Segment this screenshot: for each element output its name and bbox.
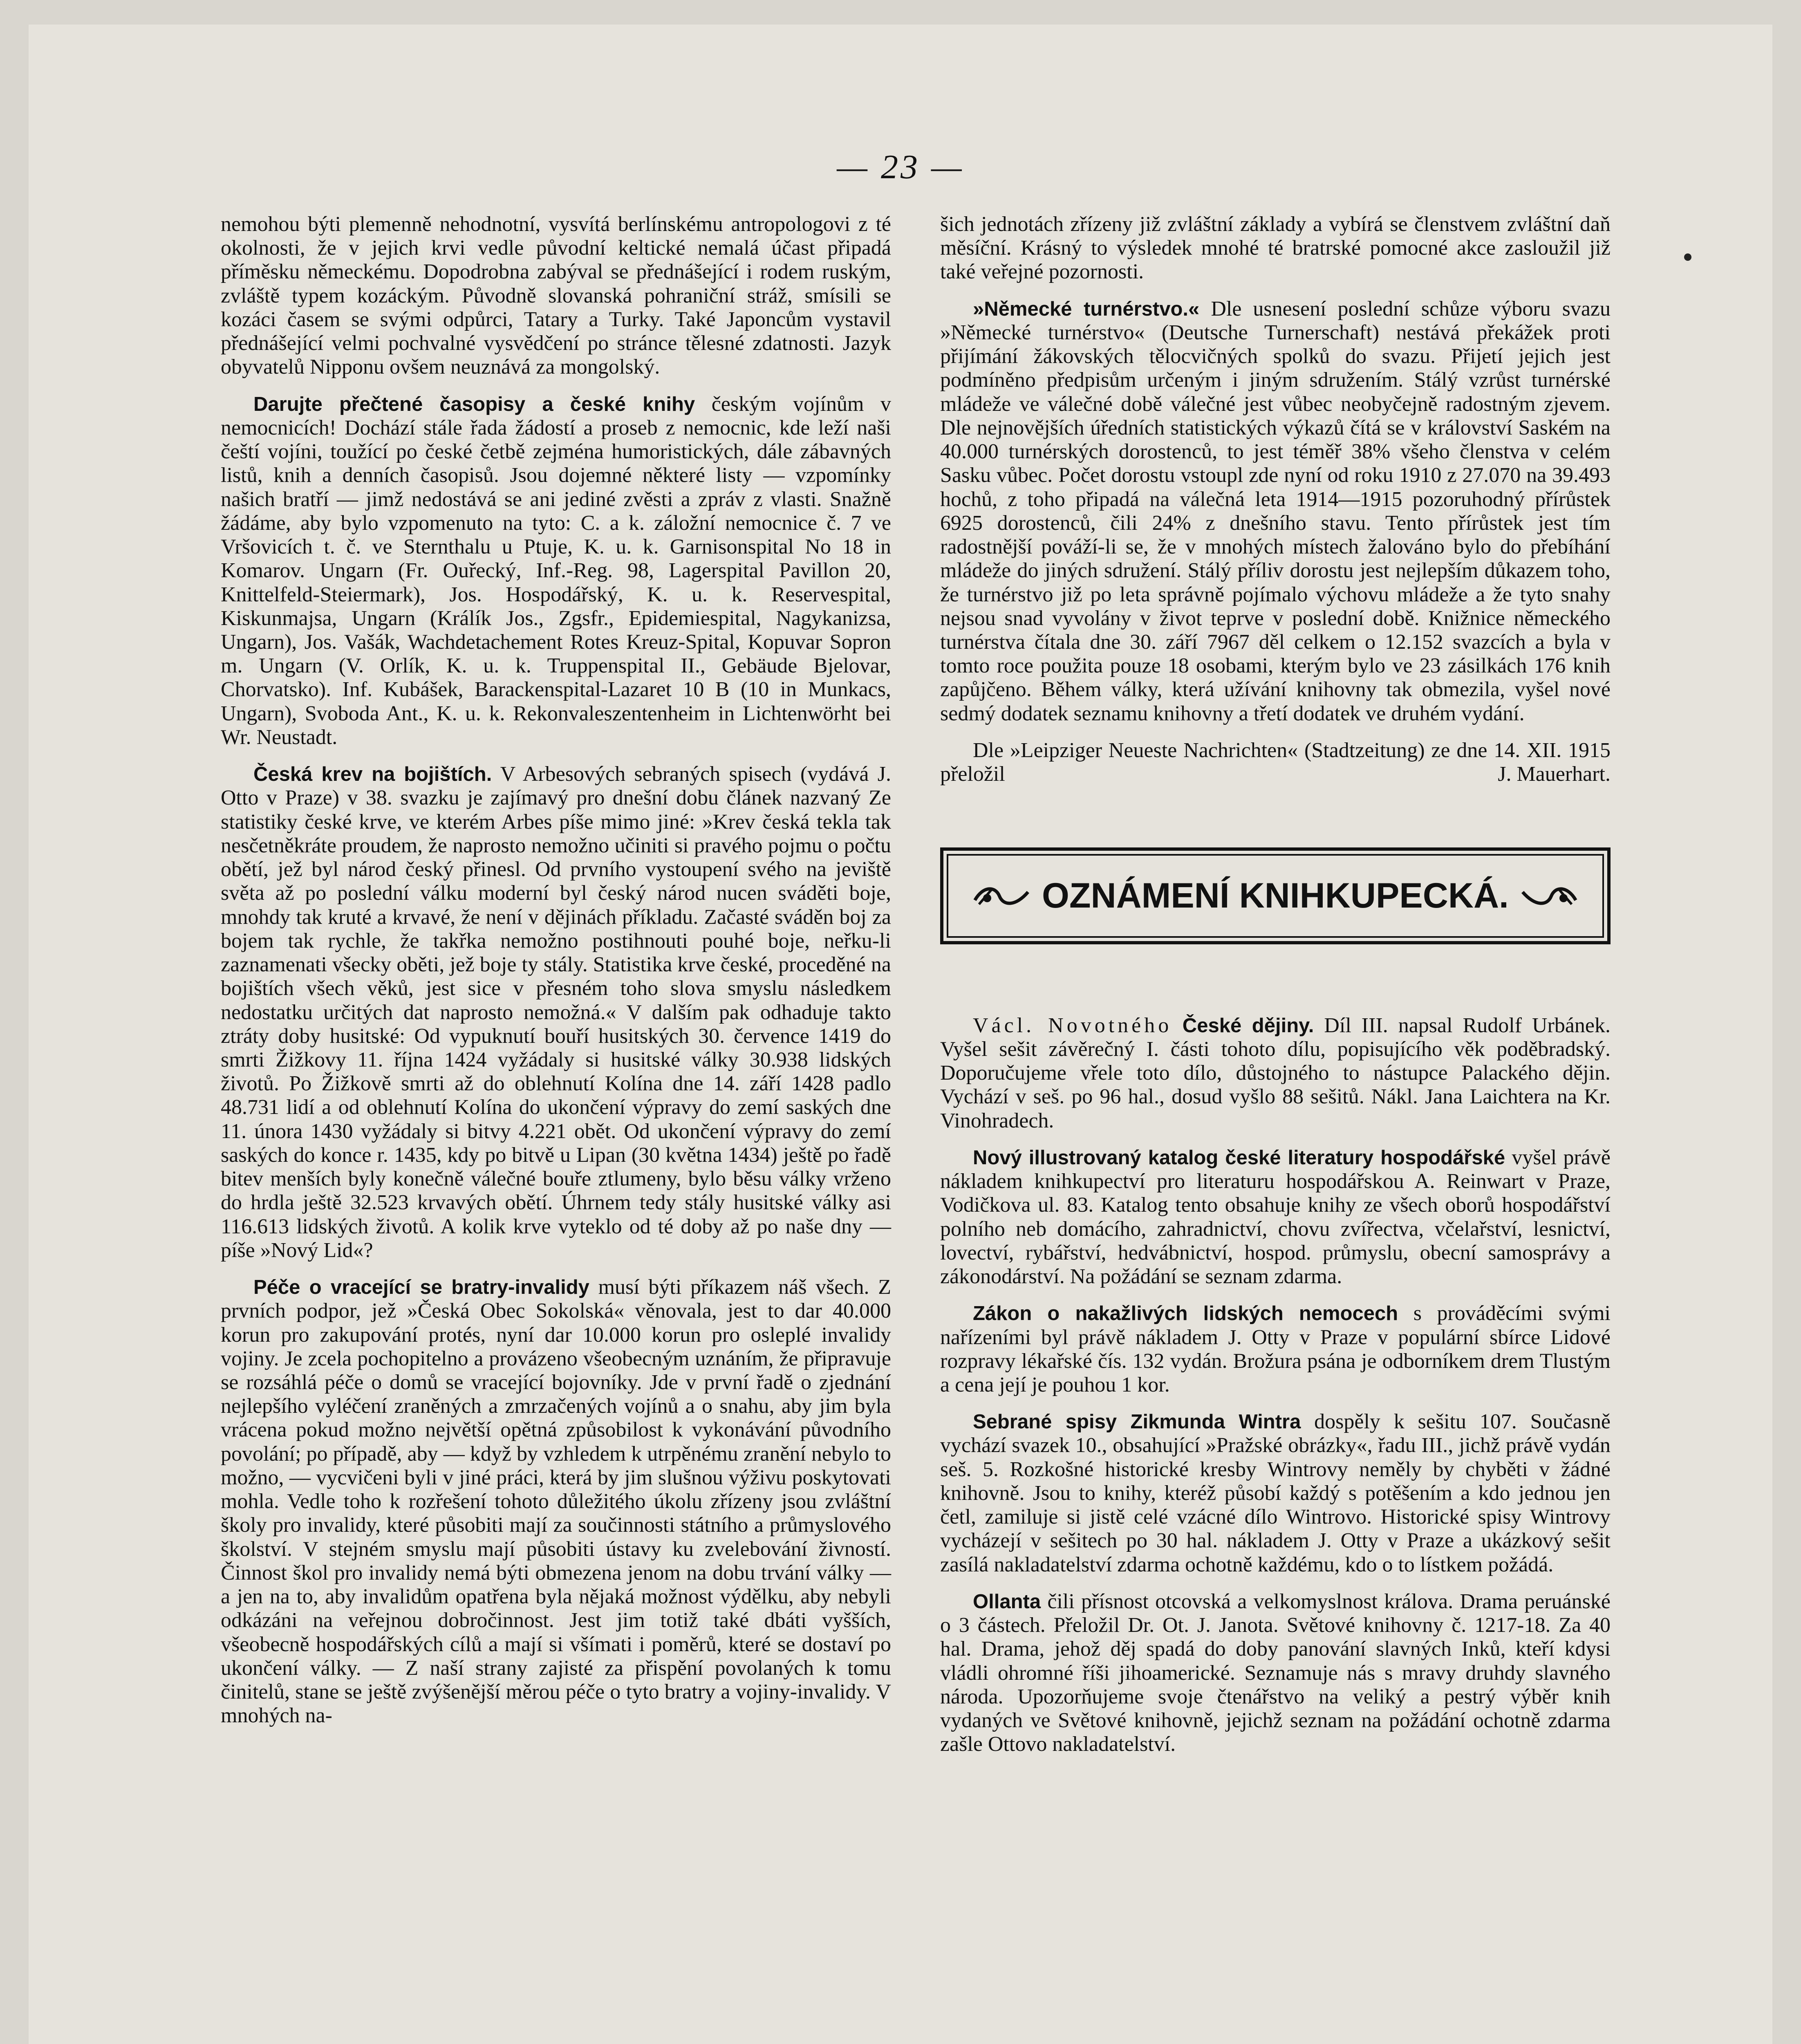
article-czech-blood <box>221 762 891 1262</box>
newspaper-sheet <box>29 25 1772 2044</box>
article-german-turners <box>940 297 1611 726</box>
article-body: českým vojínům v nemocnicích! Dochází stále řada žádostí a proseb z nemocnic, kde leží naši čeští vojíni, toužící po české četbě zejména humoristických, dále zábavných listů, knih a denních časopisů. Jsou dojemné některé listy — vzpomínky našich bratří — jimž nedostává se ani jediné zvěsti a zpráv z vlasti. Snažně žádáme, aby bylo vzpomenuto na tyto: C. a k. záložní nemocnice č. 7 ve Vršovicích t. č. ve Sternthalu u Ptuje, K. u. k. Garnisonspital No 18 in Komarov. Ungarn (Fr. Ouřecký, Inf.-Reg. 98, Lagerspital Pavillon 20, Knittelfeld-Steiermark), Jos. Hospodářský, K. u. k. Reservespital, Kiskunmajsa, Ungarn (Králík Jos., Zgsfr., Epidemiespital, Nagykanizsa, Ungarn), Jos. Vašák, Wachdetachement Rotes Kreuz-Spital, Kopuvar Sopron m. Ungarn (V. Orlík, K. u. k. Truppenspital II., Gebäude Bjelovar, Chorvatsko). Inf. Kubášek, Barackenspital-Lazaret 10 B (10 in Munkacs, Ungarn), Svoboda Ant., K. u. k. Rekonvaleszentenheim in Lichtenwörht bei Wr. Neustadt. <box>221 392 891 749</box>
notice-winter-works <box>940 1410 1611 1577</box>
notice-czech-history <box>940 1014 1611 1133</box>
source-line: Dle »Leipziger Neueste Nachrichten« (Stadtzeitung) ze dne 14. XII. 1915 přeložil <box>940 738 1611 786</box>
notice-heading: Zákon o nakažlivých lidských nemocech <box>973 1302 1398 1325</box>
notice-body: s prováděcími svými nařízeními byl právě nákladem J. Otty v Praze v populární sbírce Lidové rozpravy lékařské čís. 132 vydán. Brožura psána je odborníkem drem Tlustým a cena její je pouhou 1 kor. <box>940 1302 1611 1396</box>
notice-body: čili přísnost otcovská a velkomyslnost králova. Drama peruánské o 3 částech. Přeložil Dr. Ot. J. Janota. Světové knihovny č. 1217-18. Za 40 hal. Drama, jehož děj spadá do doby panování slavných Inků, kteří kdysi vládli ohromné říši jihoamerické. Seznamuje nás s mravy druhdy slavného národa. Upozorňujeme svoje čtenářstvo na veliký a pestrý výběr knih vydaných ve Světové knihovně, jejichž seznam na požádání ochotně zdarma zašle Ottovo nakladatelství. <box>940 1589 1611 1756</box>
translator-signature: J. Mauerhart. <box>1498 762 1611 786</box>
notice-heading: Sebrané spisy Zikmunda Wintra <box>973 1411 1301 1433</box>
notice-catalog <box>940 1146 1611 1289</box>
notice-heading: České dějiny. <box>1172 1014 1314 1037</box>
article-body: musí býti příkazem náš všech. Z prvních podpor, jež »Česká Obec Sokolská« věnovala, jest to dar 40.000 korun pro zakupování protés, nyní dar 10.000 korun pro osleplé invalidy vojiny. Je zcela pochopitelno a provázeno všeobecným uznáním, že připravuje se rozsáhlá péče o domů se vracející bojovníky. Jde v první řadě o zjednání nejlepšího vyléčení zraněných a zmrzačených vojínů a o snahu, aby jim byla vrácena pokud možno největší opětná způsobilost k vykonávání původního povolání; po případě, aby — když by vzhledem k utrpěnému zranění nebylo to možno, — vycvičeni byli v jiné práci, která by jim slušnou výživu poskytovati mohla. Vedle toho k rozřešení tohoto důležitého úkolu zřízeny jsou zvláštní školy pro invalidy, které působiti mají za součinnosti státního a průmyslového školství. V stejném smyslu mají působiti ústavy ku zvelebování živností. Činnost škol pro invalidy nemá býti obmezena jenom na dobu trvání války — a jen na to, aby invalidům opatřena byla nějaká možnost výdělku, aby nebyli odkázáni na veřejnou dobročinnost. Jest jim totiž také dbáti vyšších, všeobecně hospodářských cílů a mají si všímati i poměrů, které se dostaví po ukončení války. — Z naší strany zajisté za přispění povolaných k tomu činitelů, stane se ještě zvýšenější měrou péče o tyto bratry a vojiny-invalidy. V mnohých na- <box>221 1275 891 1728</box>
article-heading: Česká krev na bojištích. <box>253 763 492 786</box>
banner-title: OZNÁMENÍ KNIHKUPECKÁ. <box>1042 876 1509 916</box>
print-speck <box>1684 253 1691 261</box>
article-invalid-care-continued: šich jednotách zřízeny již zvláštní základy a vybírá se členstvem zvláštní daň měsíční. Krásný to výsledek mnohé té bratrské pomocné akce zasloužil již také veřejné pozornosti. <box>940 213 1611 284</box>
article-body: V Arbesových sebraných spisech (vydává J. Otto v Praze) v 38. svazku je zajímavý pro dnešní dobu článek nazvaný Ze statistiky české krve, ve kterém Arbes píše mimo jiné: »Krev česká tekla tak nesčetněkráte proudem, že naprosto nemožno učiniti si pravého pojmu o počtu obětí, jež byl národ český přinesl. Od prvního vystoupení svého na jeviště světa až po poslední válku moderní byl český národ nucen sváděti boje, mnohdy tak kruté a krvavé, že není v dějinách příkladu. Začasté sváděn boj za bojem tak rychle, že takřka nemožno postihnouti pouhé boje, neřku-li zaznamenati všecky oběti, jež boje ty stály. Statistika krve české, proceděné na bojištích všech věků, jest sice v přesném toho slova smyslu následkem nedostatku určitých dat naprosto nemožná.« V dalším pak odhaduje takto ztráty doby husitské: Od vypuknutí bouří husitských 30. července 1419 do smrti Žižkovy 11. října 1424 vyžádaly si husitské války 30.938 lidských životů. Po Žižkově smrti až do oblehnutí Kolína dne 14. září 1428 padlo 48.731 lidí a od oblehnutí Kolína do ukončení výpravy do zemí saských dne 11. února 1430 vyžádaly si bitvy 4.221 obět. Od ukončení výpravy do zemí saských do konce r. 1435, kdy po bitvě u Lipan (30 května 1434) ještě po řadě bitev menších byly konečně válečné bouře ztlumeny, bylo běsu války vrženo do hrdla ještě 32.523 krvavých obětí. Úhrnem tedy stály husitské války asi 116.613 lidských životů. A kolik krve vyteklo od té doby až po naše dny — píše »Nový Lid«? <box>221 762 892 1262</box>
article-body: Dle usnesení poslední schůze výboru svazu »Německé turnérstvo« (Deutsche Turnerschaft) nestává překážek proti přijímání žákovských tělocvičných spolků do svazu. Přijetí jejich jest podmíněno předpisům určeným i jiným sdružením. Stálý vzrůst turnérské mládeže ve válečné době válečné jest vůbec neobyčejně radostným zjevem. Dle nejnovějších úředních statistických výkazů čítá se v království Saském na 40.000 turnérských dorostenců, to jest téměř 38% všeho členstva v celém Sasku vůbec. Počet dorostu vstoupl zde nyní od roku 1910 z 27.070 na 39.493 hochů, z toho připadá na válečná leta 1914—1915 pozoruhodný přírůstek 6925 dorostenců, čili 24% z dnešního stavu. Tento přírůstek jest tím radostnější pováží-li se, že v mnohých místech žalováno bylo do přebíhání mládeže do jiných sdružení. Stálý příliv dorostu jest nejlepším důkazem toho, že turnérstvo již po leta správně pojímalo výchovu mládeže a že tyto snahy nejsou snad vyvolány v život teprve v poslední době. Knižnice německého turnérstva čítala dne 30. září 7967 děl celkem o 12.152 svazcích a byla v tomto roce použita pouze 18 osobami, kterým bylo ve 23 zásilkách 176 knih zapůjčeno. Během války, která užívání knihovny tak obmezila, vyšel nové sedmý dodatek seznamu knihovny a třetí dodatek ve druhém vydání. <box>940 297 1611 725</box>
article-heading: Péče o vracející se bratry-invalidy <box>253 1276 589 1299</box>
article-source <box>940 739 1611 786</box>
notice-body: Díl III. napsal Rudolf Urbánek. Vyšel sešit závěrečný I. části tohoto dílu, popisujícího věk poděbradský. Doporučujeme vřele toto dílo, důstojného to nástupce Palackého dějin. Vychází v seš. po 96 hal., dosud vyšlo 88 sešitů. Nákl. Jana Laichtera na Kr. Vinohradech. <box>940 1013 1611 1132</box>
article-heading: Darujte přečtené časopisy a české knihy <box>253 393 695 415</box>
booksellers-banner <box>940 847 1611 944</box>
notice-body: dospěly k sešitu 107. Současně vychází svazek 10., obsahující »Pražské obrázky«, řadu III., jichž právě vydán seš. 5. Rozkošné historické kresby Wintrovy neměly by chyběti v žádné knihovně. Jsou to knihy, kteréž působí každý s potěšením a kdo jednou jen četl, zamiluje si jistě celé vzácné dílo Wintrovo. Historické spisy Wintrovy vycházejí v sešitech po 30 hal. nákladem J. Otty v Praze a ukázkový sešit zasílá nakladatelství zdarma ochotně každému, kdo o to lístkem požádá. <box>940 1410 1611 1576</box>
ornament-left-icon <box>971 882 1032 910</box>
notice-author: Václ. Novotného <box>973 1013 1172 1037</box>
page-number: — 23 — <box>837 148 964 186</box>
notice-heading: Nový illustrovaný katalog české literatury hospodářské <box>973 1146 1505 1169</box>
ornament-right-icon <box>1519 882 1580 910</box>
notice-body: vyšel právě nákladem knihkupectví pro literaturu hospodářskou A. Reinwart v Praze, Vodičkova ul. 83. Katalog tento obsahuje knihy ze všech oborů hospodářství polního neb domácího, zahradnictví, chovu zvířectva, včelařství, lesnictví, lovectví, rybářství, hedvábnictví, hospod. průmyslu, obecní samosprávy a zákonodárství. Na požádání se seznam zdarma. <box>940 1145 1611 1289</box>
article-anthropology-continued: nemohou býti plemenně nehodnotní, vysvítá berlínskému antropologovi z té okolnosti, že v jejich krvi vedle původní keltické nemalá účast připadá příměsku německému. Dopodrobna zabýval se přednášející i rodem ruským, zvláště typem kozáckým. Původně slovanská pohraniční stráž, smísili se kozáci časem se svými odpůrci, Tatary a Turky. Také Japoncům vystavil přednášející velmi pochvalné vysvědčení po stránce tělesné zdatnosti. Jazyk obyvatelů Nipponu ovšem neuznává za mongolský. <box>221 213 891 379</box>
article-donate-magazines <box>221 392 891 750</box>
notice-disease-law <box>940 1302 1611 1397</box>
article-invalid-care <box>221 1275 891 1728</box>
right-column <box>940 213 1611 1770</box>
notice-heading: Ollanta <box>973 1590 1041 1613</box>
notice-ollanta <box>940 1590 1611 1757</box>
left-column <box>221 213 891 1741</box>
article-heading: »Německé turnérstvo.« <box>973 298 1200 320</box>
